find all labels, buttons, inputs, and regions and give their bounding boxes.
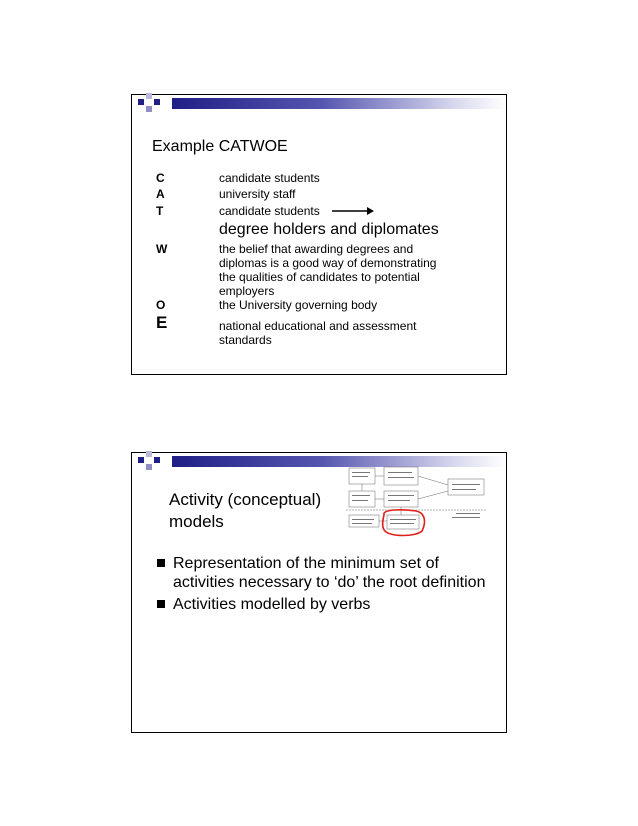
catwoe-text: university staff <box>219 187 296 201</box>
ssm-process-diagram <box>346 465 486 537</box>
transform-output: degree holders and diplomates <box>219 221 439 238</box>
square-bullet-icon <box>157 600 165 608</box>
list-item <box>157 554 487 592</box>
slide-header-decoration <box>132 95 506 115</box>
slide-title-line-2: models <box>169 512 224 531</box>
bullet-text: Representation of the minimum set of activities necessary to ‘do’ the root definition <box>173 555 486 591</box>
catwoe-text: the belief that awarding degrees and diplomas is a good way of demonstrating the qualities of candidates to potential employers <box>219 242 437 298</box>
slide-title: Example CATWOE <box>152 138 288 155</box>
list-item <box>157 595 487 614</box>
catwoe-letter: E <box>156 313 168 332</box>
catwoe-text: national educational and assessment standards <box>219 319 417 347</box>
catwoe-text: candidate students <box>219 204 320 218</box>
slide-title <box>169 489 349 533</box>
catwoe-text: candidate students <box>219 171 320 185</box>
catwoe-letter: O <box>156 298 166 312</box>
arrow-icon <box>331 206 375 216</box>
catwoe-letter: T <box>156 204 164 218</box>
catwoe-text: the University governing body <box>219 298 378 312</box>
slide-1 <box>131 94 507 375</box>
slide-title-line-1: Activity (conceptual) <box>169 490 322 509</box>
bullet-text: Activities modelled by verbs <box>173 596 371 613</box>
catwoe-letter: A <box>156 187 165 201</box>
catwoe-letter: C <box>156 171 165 185</box>
catwoe-letter: W <box>156 242 168 256</box>
square-bullet-icon <box>157 559 165 567</box>
slide-2 <box>131 452 507 733</box>
bullet-list <box>157 554 487 617</box>
